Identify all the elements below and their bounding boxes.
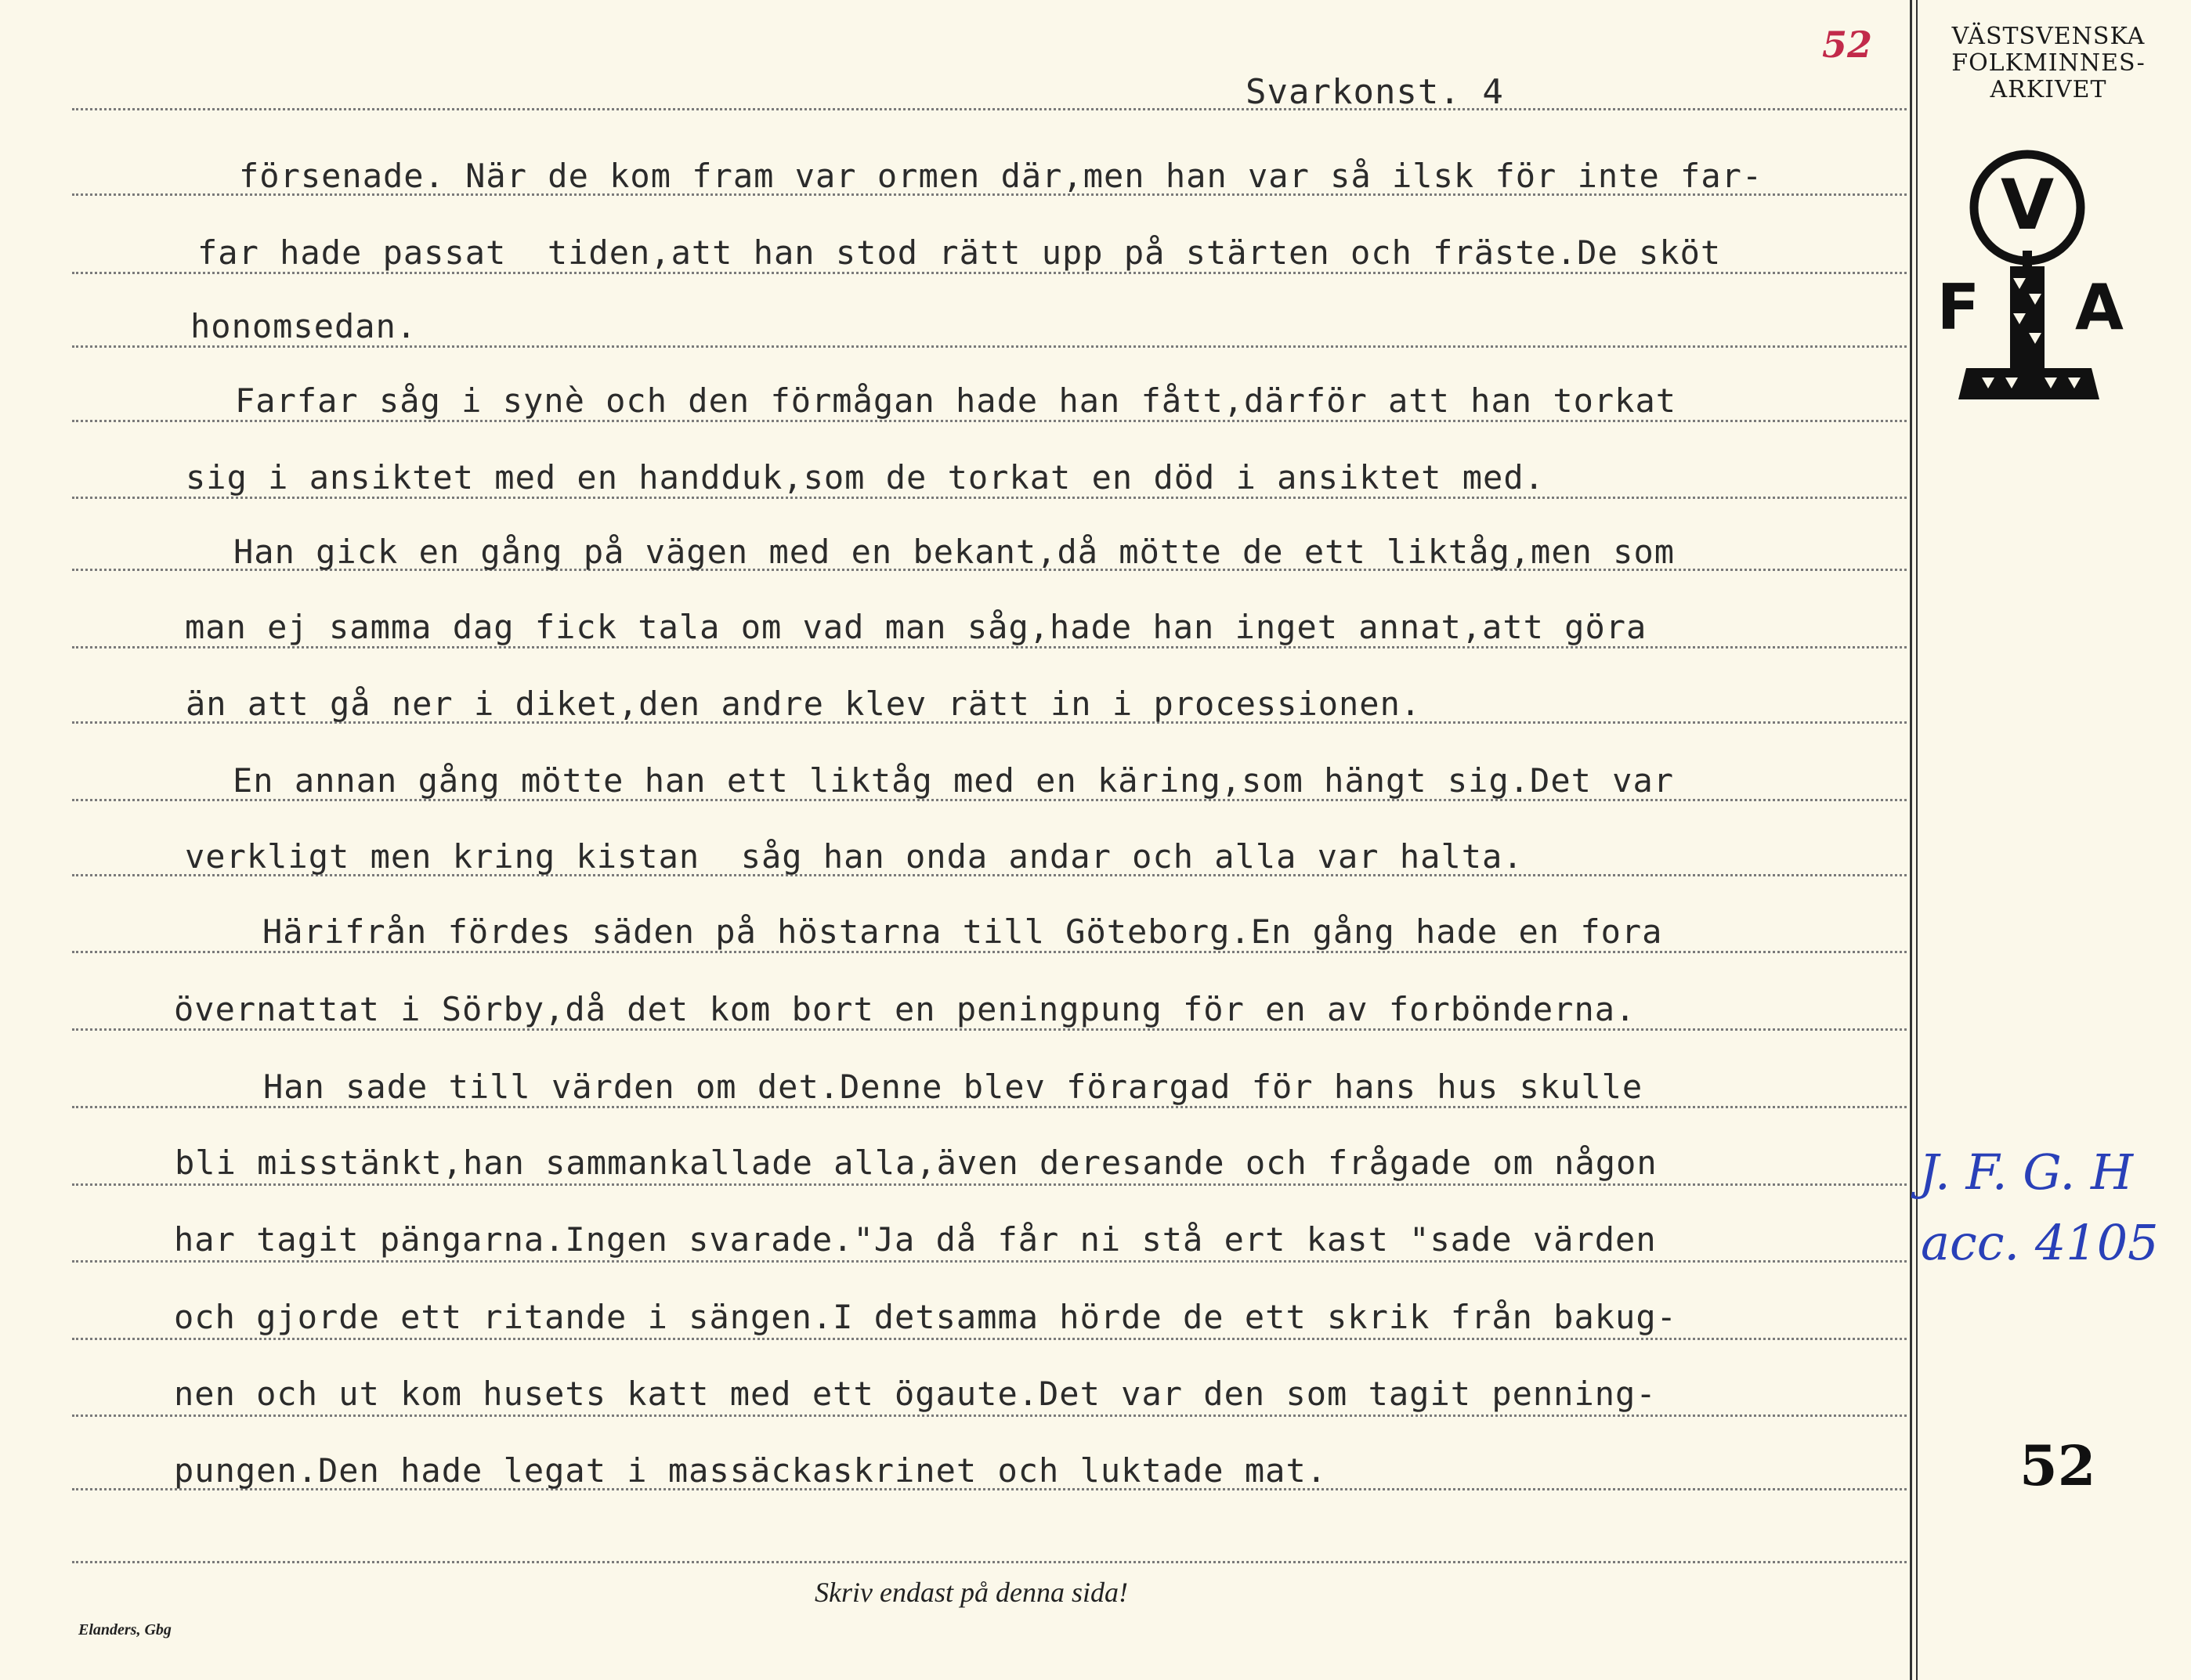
- vfa-logo-icon: [1935, 133, 2139, 431]
- text-line: Härifrån fördes säden på höstarna till Göteborg.En gång hade en fora: [262, 912, 1663, 951]
- text-line: pungen.Den hade legat i massäckaskrinet och luktade mat.: [174, 1451, 1328, 1490]
- archive-name: [1911, 23, 2186, 103]
- text-line: Han gick en gång på vägen med en bekant,då mötte de ett liktåg,men som: [233, 533, 1676, 571]
- text-line: har tagit pängarna.Ingen svarade."Ja då får ni stå ert kast "sade värden: [174, 1220, 1657, 1259]
- text-line: sig i ansiktet med en handduk,som de torkat en död i ansiktet med.: [186, 458, 1545, 497]
- ruled-line: [72, 420, 1907, 422]
- ruled-line: [72, 646, 1907, 649]
- logo-letter-a: A: [2075, 271, 2124, 344]
- archive-name-line: VÄSTSVENSKA: [1951, 23, 2146, 50]
- ruled-line: [72, 497, 1907, 499]
- ruled-line: [72, 1106, 1907, 1108]
- ruled-line: [72, 1260, 1907, 1263]
- ruled-line: [72, 108, 1907, 110]
- page-number-red: 52: [1822, 23, 1873, 66]
- text-line: En annan gång mötte han ett liktåg med en käring,som hängt sig.Det var: [233, 761, 1675, 800]
- text-line: verkligt men kring kistan såg han onda andar och alla var halta.: [185, 837, 1524, 876]
- ruled-line: [72, 272, 1907, 274]
- ruled-line: [72, 1028, 1907, 1031]
- text-line: bli misstänkt,han sammankallade alla,även deresande och frågade om någon: [175, 1143, 1658, 1182]
- page-number-stamp: 52: [2019, 1433, 2096, 1498]
- text-line: och gjorde ett ritande i sängen.I detsamma hörde de ett skrik från bakug-: [174, 1298, 1677, 1336]
- archive-name-line: ARKIVET: [1990, 76, 2107, 103]
- archive-name-line: FOLKMINNES-: [1951, 49, 2146, 77]
- text-line: Han sade till värden om det.Denne blev förargad för hans hus skulle: [263, 1068, 1643, 1106]
- margin-rule-left: [1910, 0, 1912, 1680]
- margin-rule-right: [1916, 0, 1918, 1680]
- text-line: honomsedan.: [190, 307, 418, 345]
- text-line: Farfar såg i synè och den förmågan hade han fått,därför att han torkat: [235, 381, 1677, 420]
- printer-mark: Elanders, Gbg: [78, 1621, 172, 1638]
- ruled-line: [72, 1338, 1907, 1340]
- ruled-line: [72, 951, 1907, 953]
- accession-number: acc. 4105: [1921, 1214, 2159, 1271]
- text-line: man ej samma dag fick tala om vad man såg,hade han inget annat,att göra: [185, 608, 1647, 646]
- logo-letter-v: V: [2000, 164, 2055, 245]
- text-line: far hade passat tiden,att han stod rätt upp på stärten och fräste.De sköt: [197, 233, 1722, 272]
- text-line: övernattat i Sörby,då det kom bort en peningpung för en av forbönderna.: [174, 990, 1636, 1028]
- handwritten-initials: J. F. G. H: [1919, 1143, 2134, 1201]
- ruled-line: [72, 1183, 1907, 1186]
- ruled-line: [72, 1414, 1907, 1417]
- page-title: Svarkonst. 4: [1246, 72, 1504, 112]
- ruled-line: [72, 1561, 1907, 1563]
- text-line: försenade. När de kom fram var ormen där,men han var så ilsk för inte far-: [239, 157, 1763, 195]
- text-line: nen och ut kom husets katt med ett ögaute.Det var den som tagit penning-: [174, 1375, 1657, 1413]
- ruled-line: [72, 345, 1907, 348]
- logo-letter-f: F: [1936, 271, 1980, 344]
- footer-instruction: Skriv endast på denna sida!: [815, 1577, 1128, 1608]
- text-line: än att gå ner i diket,den andre klev rätt in i processionen.: [186, 685, 1422, 723]
